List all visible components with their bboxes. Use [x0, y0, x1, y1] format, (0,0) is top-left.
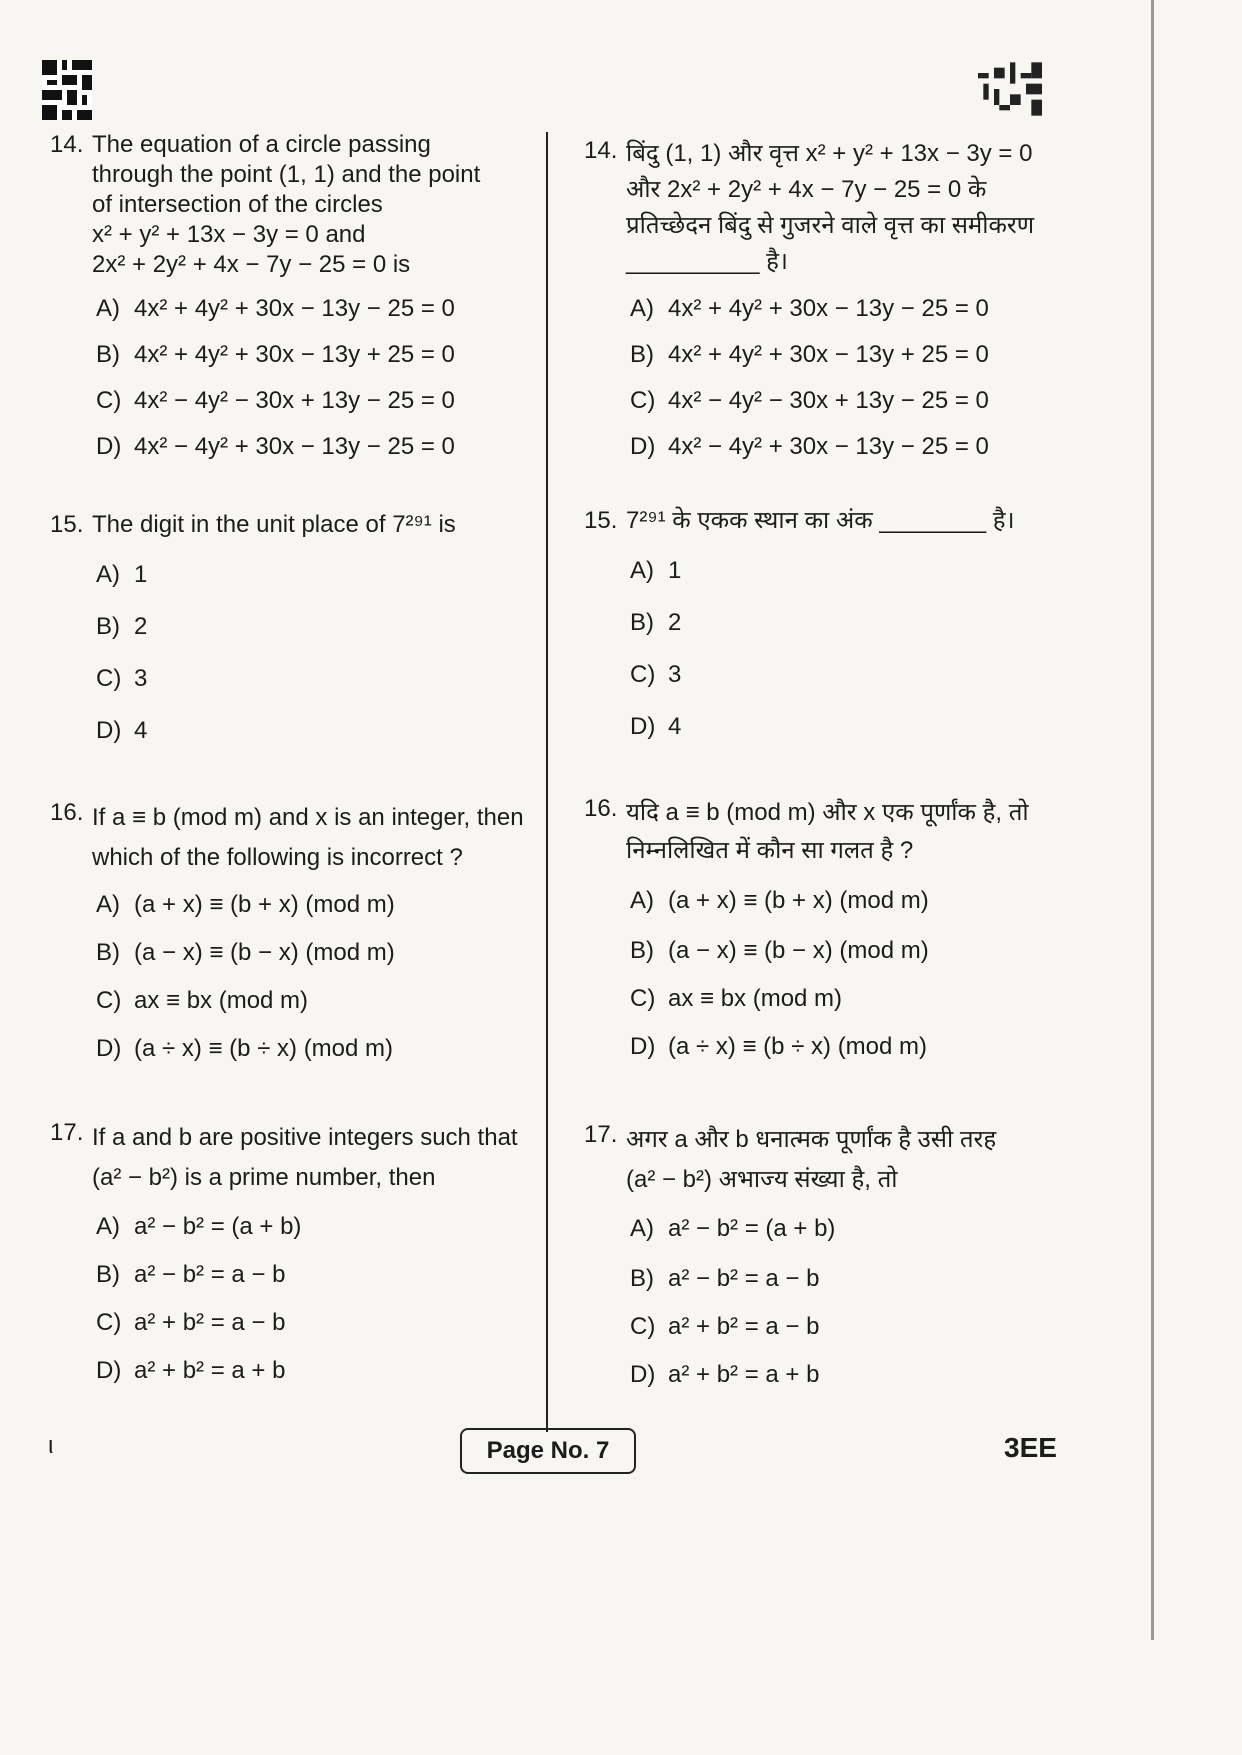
option-b[interactable]: B) 2 — [96, 613, 148, 640]
question-17-hi — [584, 1120, 1064, 1388]
option-b[interactable]: B) 4x² + 4y² + 30x − 13y + 25 = 0 — [630, 341, 989, 368]
question-line: (a² − b²) अभाज्य संख्या है, तो — [626, 1166, 898, 1193]
question-number: 16. — [50, 799, 84, 826]
question-line: निम्नलिखित में कौन सा गलत है ? — [626, 837, 914, 864]
option-a[interactable]: A) a² − b² = (a + b) — [96, 1213, 302, 1240]
question-line: यदि a ≡ b (mod m) और x एक पूर्णांक है, तो — [626, 799, 1029, 826]
option-d[interactable]: D) 4x² − 4y² + 30x − 13y − 25 = 0 — [630, 433, 989, 460]
question-number: 15. — [50, 511, 84, 538]
option-d[interactable]: D) a² + b² = a + b — [96, 1357, 286, 1384]
option-b[interactable]: B) 4x² + 4y² + 30x − 13y + 25 = 0 — [96, 341, 455, 368]
option-c[interactable]: C) 4x² − 4y² − 30x + 13y − 25 = 0 — [630, 387, 989, 414]
page-number-badge: Page No. 7 — [460, 1428, 636, 1474]
question-line: __________ है। — [626, 248, 788, 275]
option-a[interactable]: A) 4x² + 4y² + 30x − 13y − 25 = 0 — [630, 295, 989, 322]
question-14-en — [50, 130, 530, 460]
question-line: 2x² + 2y² + 4x − 7y − 25 = 0 is — [92, 251, 411, 278]
option-b[interactable]: B) a² − b² = a − b — [630, 1265, 820, 1292]
option-a[interactable]: A) 4x² + 4y² + 30x − 13y − 25 = 0 — [96, 295, 455, 322]
option-b[interactable]: B) 2 — [630, 609, 682, 636]
question-number: 17. — [584, 1121, 618, 1148]
corner-mark: ι — [48, 1432, 54, 1459]
option-d[interactable]: D) 4 — [96, 717, 148, 744]
option-d[interactable]: D) 4x² − 4y² + 30x − 13y − 25 = 0 — [96, 433, 455, 460]
scan-edge — [1151, 0, 1154, 1640]
option-b[interactable]: B) (a − x) ≡ (b − x) (mod m) — [96, 939, 395, 966]
question-number: 16. — [584, 795, 618, 822]
question-number: 14. — [584, 137, 618, 164]
question-line: और 2x² + 2y² + 4x − 7y − 25 = 0 के — [626, 176, 987, 203]
option-b[interactable]: B) a² − b² = a − b — [96, 1261, 286, 1288]
question-line: If a ≡ b (mod m) and x is an integer, then — [92, 804, 524, 831]
question-number: 17. — [50, 1119, 84, 1146]
question-number: 14. — [50, 131, 84, 158]
question-line: The equation of a circle passing — [92, 131, 431, 158]
option-a[interactable]: A) a² − b² = (a + b) — [630, 1215, 836, 1242]
column-divider — [546, 132, 548, 1432]
question-line: of intersection of the circles — [92, 191, 383, 218]
option-b[interactable]: B) (a − x) ≡ (b − x) (mod m) — [630, 937, 929, 964]
question-number: 15. — [584, 507, 618, 534]
question-line: अगर a और b धनात्मक पूर्णांक है उसी तरह — [626, 1126, 997, 1153]
option-a[interactable]: A) (a + x) ≡ (b + x) (mod m) — [630, 887, 929, 914]
corner-emblem-icon — [978, 62, 1042, 116]
option-a[interactable]: A) 1 — [96, 561, 148, 588]
question-line: through the point (1, 1) and the point — [92, 161, 481, 188]
option-c[interactable]: C) 3 — [630, 661, 682, 688]
qr-code-icon — [42, 60, 92, 120]
question-line: which of the following is incorrect ? — [92, 844, 463, 871]
question-16-en — [50, 798, 530, 1062]
question-line: बिंदु (1, 1) और वृत्त x² + y² + 13x − 3y = 0 — [626, 140, 1033, 167]
question-17-en — [50, 1118, 530, 1384]
option-c[interactable]: C) 3 — [96, 665, 148, 692]
option-d[interactable]: D) 4 — [630, 713, 682, 740]
question-16-hi — [584, 794, 1064, 1060]
option-c[interactable]: C) a² + b² = a − b — [630, 1313, 820, 1340]
option-c[interactable]: C) 4x² − 4y² − 30x + 13y − 25 = 0 — [96, 387, 455, 414]
option-c[interactable]: C) a² + b² = a − b — [96, 1309, 286, 1336]
question-line: If a and b are positive integers such that — [92, 1124, 518, 1151]
question-text — [92, 130, 530, 280]
option-c[interactable]: C) ax ≡ bx (mod m) — [96, 987, 309, 1014]
option-c[interactable]: C) ax ≡ bx (mod m) — [630, 985, 843, 1012]
booklet-code: 3EE — [1004, 1432, 1057, 1463]
question-15-hi — [584, 506, 1064, 740]
question-line: 7²⁹¹ के एकक स्थान का अंक ________ है। — [626, 507, 1015, 534]
option-a[interactable]: A) (a + x) ≡ (b + x) (mod m) — [96, 891, 395, 918]
question-line: x² + y² + 13x − 3y = 0 and — [92, 221, 366, 248]
option-a[interactable]: A) 1 — [630, 557, 682, 584]
option-d[interactable]: D) a² + b² = a + b — [630, 1361, 820, 1388]
question-line: (a² − b²) is a prime number, then — [92, 1164, 436, 1191]
option-d[interactable]: D) (a ÷ x) ≡ (b ÷ x) (mod m) — [630, 1033, 928, 1060]
option-d[interactable]: D) (a ÷ x) ≡ (b ÷ x) (mod m) — [96, 1035, 394, 1062]
question-14-hi — [584, 136, 1064, 460]
question-15-en — [50, 510, 530, 744]
question-line: The digit in the unit place of 7²⁹¹ is — [92, 511, 456, 538]
question-line: प्रतिच्छेदन बिंदु से गुजरने वाले वृत्त का समीकरण — [626, 212, 1035, 239]
